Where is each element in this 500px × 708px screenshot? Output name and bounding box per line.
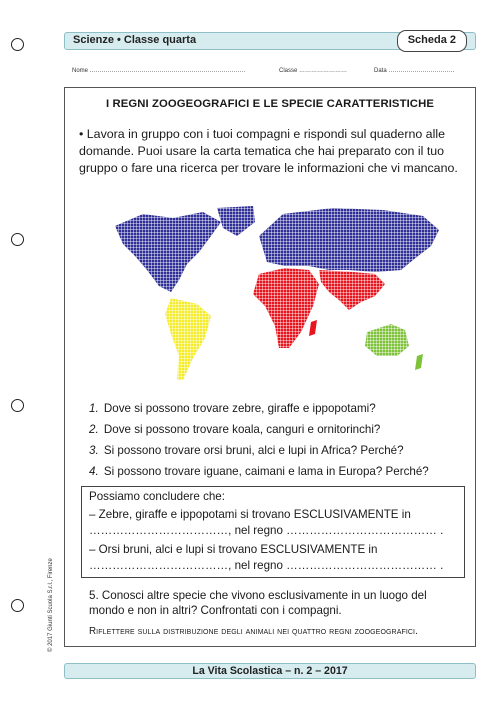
binder-hole xyxy=(11,599,24,612)
question-text: Dove si possono trovare zebre, giraffe e ippopotami? xyxy=(103,402,376,415)
header-bar xyxy=(64,32,476,50)
conclusion-fill-line[interactable]: ………………………………, nel regno ………………………………… . xyxy=(89,524,444,537)
binder-hole xyxy=(11,399,24,412)
subject-title: Scienze • Classe quarta xyxy=(73,34,197,46)
question-5 xyxy=(89,588,469,618)
footer-bar: La Vita Scolastica – n. 2 – 2017 xyxy=(64,663,476,679)
worksheet-badge: Scheda 2 xyxy=(397,30,467,52)
date-field[interactable]: Data …………………………… xyxy=(374,68,455,74)
question-1 xyxy=(89,402,376,415)
question-5-line: mondo e non in altri? Confrontati con i compagni. xyxy=(89,604,342,617)
question-2 xyxy=(89,423,380,436)
conclusion-line: – Zebre, giraffe e ippopotami si trovano ESCLUSIVAMENTE in xyxy=(89,508,411,521)
binder-hole xyxy=(11,38,24,51)
question-text: Si possono trovare orsi bruni, alci e lupi in Africa? Perché? xyxy=(103,444,404,457)
question-text: Si possono trovare iguane, caimani e lama in Europa? Perché? xyxy=(103,465,429,478)
map-dot-texture xyxy=(115,206,439,380)
question-number: 4. xyxy=(89,465,99,478)
conclusion-fill-line[interactable]: ………………………………, nel regno ………………………………… . xyxy=(89,559,444,572)
name-field[interactable]: Nome …………………………………………………………………… xyxy=(72,68,246,74)
reflection-note: Riflettere sulla distribuzione degli animali nei quattro regni zoogeografici. xyxy=(89,626,418,637)
question-3 xyxy=(89,444,404,457)
conclusion-line: – Orsi bruni, alci e lupi si trovano ESCLUSIVAMENTE in xyxy=(89,543,378,556)
instructions: • Lavora in gruppo con i tuoi compagni e rispondi sul quaderno alle domande. Puoi usare la carta tematica che hai preparato con il tuo gruppo o fare una ricerca per trovare le informazioni che vi mancano. xyxy=(79,127,458,175)
question-number: 1. xyxy=(89,402,99,415)
conclusion-box xyxy=(81,486,465,578)
world-map xyxy=(113,206,443,456)
question-5-line: 5. Conosci altre specie che vivono esclusivamente in un luogo del xyxy=(89,589,427,602)
conclusion-lead: Possiamo concludere che: xyxy=(89,490,225,503)
question-number: 2. xyxy=(89,423,99,436)
question-text: Dove si possono trovare koala, canguri e ornitorinchi? xyxy=(103,423,381,436)
copyright-notice: © 2017 Giunti Scuola S.r.l., Firenze xyxy=(48,558,54,652)
worksheet-heading: I REGNI ZOOGEOGRAFICI E LE SPECIE CARATTERISTICHE xyxy=(106,98,434,110)
binder-hole xyxy=(11,233,24,246)
question-number: 3. xyxy=(89,444,99,457)
question-4 xyxy=(89,465,429,478)
class-field[interactable]: Classe …………………… xyxy=(279,68,348,74)
worksheet-panel xyxy=(64,87,476,647)
